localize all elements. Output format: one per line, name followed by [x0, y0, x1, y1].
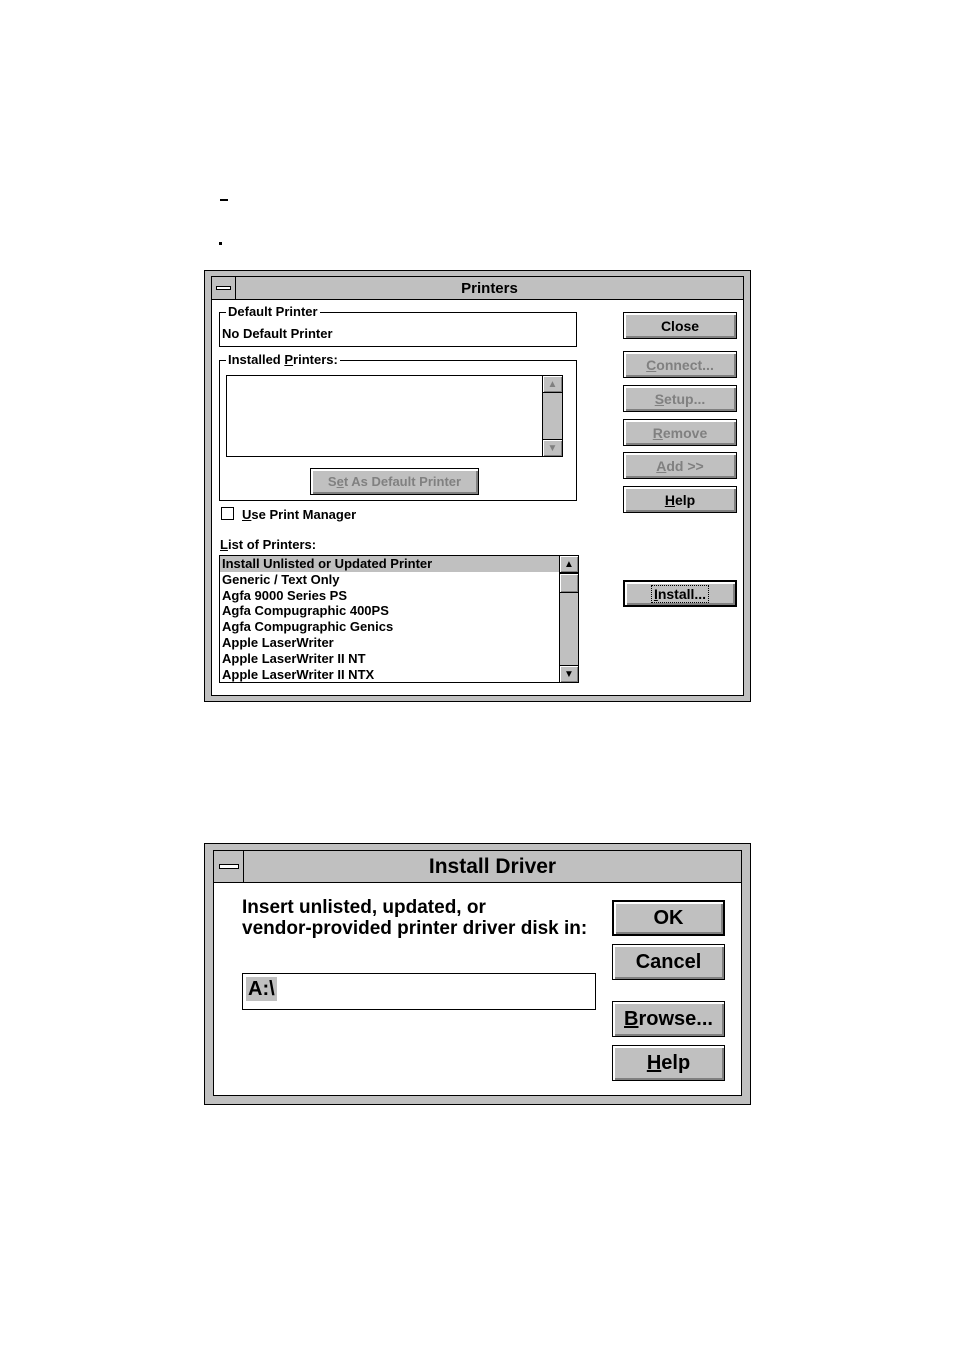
printer-list-scrollbar[interactable] [559, 556, 578, 682]
use-print-manager-checkbox[interactable] [221, 507, 234, 520]
close-button[interactable]: Close [623, 312, 737, 339]
scroll-thumb[interactable] [560, 573, 578, 593]
printer-list-item[interactable]: Generic / Text Only [222, 571, 340, 587]
page-mark-dash [220, 199, 228, 201]
printer-list-item[interactable]: Apple LaserWriter [222, 634, 334, 650]
printer-list-item[interactable]: Apple LaserWriter II NT [222, 650, 366, 666]
install-driver-titlebar [213, 850, 742, 883]
install-button[interactable]: Install... [623, 580, 737, 607]
install-driver-dialog [204, 843, 751, 1105]
printer-list-item[interactable]: Agfa Compugraphic 400PS [222, 603, 389, 619]
install-driver-client-area [213, 882, 742, 1096]
use-print-manager-label[interactable]: Use Print Manager [242, 507, 357, 522]
set-as-default-printer-button[interactable]: S e t As Default Printer [310, 468, 479, 495]
printers-client-area [211, 299, 744, 696]
driver-path-value: A:\ [248, 978, 275, 1000]
printers-titlebar [211, 276, 744, 300]
printers-title: Printers [461, 279, 518, 297]
prompt-line-2: vendor-provided printer driver disk in: [242, 918, 588, 939]
browse-button[interactable]: B rowse... [612, 1001, 725, 1037]
scroll-up-arrow-icon[interactable]: ▲ [560, 556, 578, 573]
cancel-button[interactable]: Cancel [612, 944, 725, 980]
scroll-down-arrow-icon[interactable]: ▼ [543, 439, 562, 456]
system-menu-button[interactable] [214, 851, 244, 882]
installed-printers-scrollbar[interactable] [542, 376, 562, 456]
list-of-printers-label: List of Printers: [220, 537, 317, 552]
scroll-down-arrow-icon[interactable]: ▼ [560, 665, 578, 682]
add-button[interactable]: A dd >> [623, 452, 737, 479]
remove-button[interactable]: R emove [623, 419, 737, 446]
installed-printers-legend: Installed Printers: [228, 352, 338, 367]
driver-path-input[interactable] [242, 973, 596, 1010]
scroll-up-arrow-icon[interactable]: ▲ [543, 376, 562, 393]
system-menu-button[interactable] [212, 277, 236, 299]
prompt-line-1: Insert unlisted, updated, or [242, 897, 486, 918]
default-printer-value: No Default Printer [222, 326, 333, 341]
installed-printers-list[interactable] [226, 375, 563, 457]
page-mark-dot [219, 242, 222, 245]
default-printer-legend: Default Printer [228, 304, 318, 319]
ok-button[interactable]: OK [612, 900, 725, 936]
printer-list-items [220, 556, 560, 682]
setup-button[interactable]: S etup... [623, 385, 737, 412]
printer-list-item[interactable]: Install Unlisted or Updated Printer [220, 556, 560, 572]
installed-printers-group [219, 352, 577, 501]
install-driver-title: Install Driver [428, 854, 557, 878]
system-menu-icon [216, 286, 231, 290]
help-button[interactable]: H elp [623, 486, 737, 513]
system-menu-icon [219, 864, 239, 869]
printers-dialog [204, 270, 751, 702]
help-button[interactable]: H elp [612, 1045, 725, 1081]
printer-list-item[interactable]: Agfa Compugraphic Genics [222, 619, 394, 635]
connect-button[interactable]: C onnect... [623, 351, 737, 378]
printer-list-item[interactable]: Apple LaserWriter II NTX [222, 666, 375, 682]
default-printer-group [219, 304, 577, 347]
list-of-printers[interactable] [219, 555, 579, 683]
printer-list-item[interactable]: Agfa 9000 Series PS [222, 587, 348, 603]
